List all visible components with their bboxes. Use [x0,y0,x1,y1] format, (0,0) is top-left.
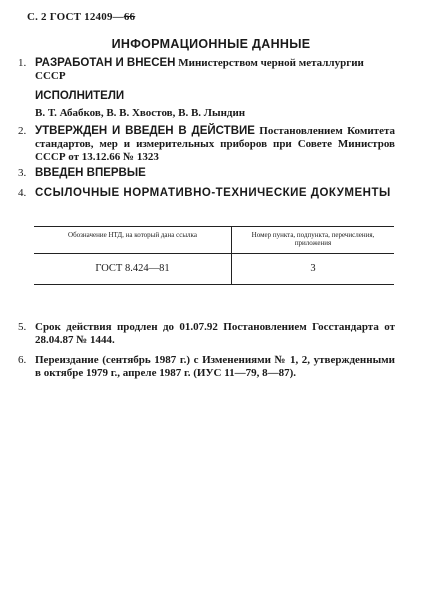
item-5 [18,321,395,347]
page-header [27,11,135,23]
item-6 [18,354,395,380]
item-lead: ССЫЛОЧНЫЕ НОРМАТИВНО-ТЕХНИЧЕСКИЕ ДОКУМЕНТЫ [35,187,391,199]
item-text: Переиздание (сентябрь 1987 г.) с Изменениями № 1, 2, утвержденными в октябре 1979 г., апреле 1987 г. (ИУС 11—79, 8—87). [35,354,395,379]
item-number: 1. [18,57,27,69]
item-number: 3. [18,167,27,179]
item-text: Постановлением Комитета стандартов, мер и измерительных приборов при Совете Министров СССР от 13.12.66 № 1323 [35,125,395,163]
document-title: ИНФОРМАЦИОННЫЕ ДАННЫЕ [111,37,311,51]
item-lead: РАЗРАБОТАН И ВНЕСЕН [35,57,176,69]
item-1 [18,57,395,83]
item-text: Срок действия продлен до 01.07.92 Постановлением Госстандарта от 28.04.87 № 1444. [35,321,395,346]
item-number: 4. [18,187,27,199]
item-number: 2. [18,125,27,137]
table-row [34,254,394,285]
table-cell-clause: 3 [232,254,395,285]
item-text: Министерством черной металлургии СССР [35,57,364,82]
executors-names: В. Т. Абабков, В. В. Хвостов, В. В. Лындин [35,107,246,119]
column-header-clause: Номер пункта, подпункта, перечисления, приложения [232,227,395,254]
item-number: 6. [18,354,27,366]
page-number-standard: С. 2 ГОСТ 12409— [27,11,124,23]
item-lead: ВВЕДЕН ВПЕРВЫЕ [35,167,146,179]
item-lead: УТВЕРЖДЕН И ВВЕДЕН В ДЕЙСТВИЕ [35,125,255,137]
struck-year: 66 [123,11,136,23]
table-cell-document: ГОСТ 8.424—81 [34,254,232,285]
item-4 [18,187,395,200]
item-3 [18,167,395,180]
reference-table [34,226,394,285]
item-2 [18,125,395,164]
column-header-document: Обозначение НТД, на который дана ссылка [34,227,232,254]
table-header-row [34,227,394,254]
item-number: 5. [18,321,27,333]
executors-heading: ИСПОЛНИТЕЛИ [35,90,125,102]
